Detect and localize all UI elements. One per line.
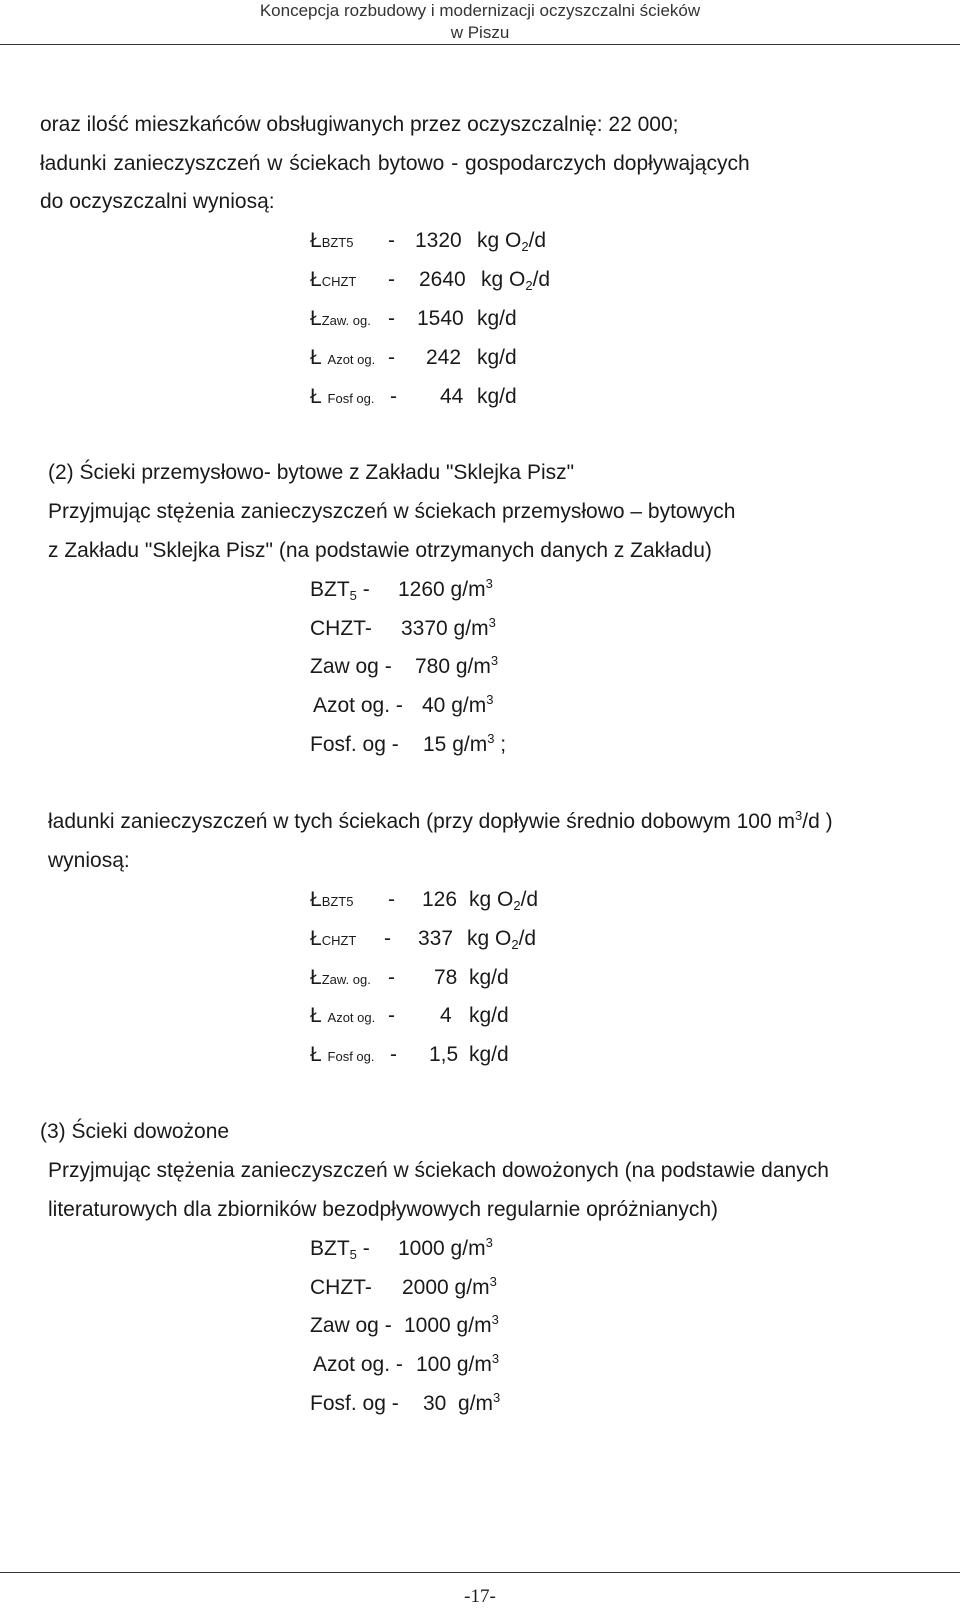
load-unit: kg/d xyxy=(477,307,517,330)
section-3-title: (3) Ścieki dowożone xyxy=(40,1120,230,1143)
load-value: 337 xyxy=(418,927,454,950)
load-dash: - xyxy=(388,346,395,369)
conc-value: 1260 $g/m^3$ xyxy=(398,576,493,601)
load-dash: - xyxy=(390,385,397,408)
conc-label: Fosf. og - xyxy=(310,733,399,756)
load-symbol: ŁCHZT xyxy=(310,268,357,291)
load-dash: - xyxy=(388,307,395,330)
conc-label: Zaw og - xyxy=(310,655,392,678)
load-value: 2640 xyxy=(419,268,466,291)
conc-label: Zaw og - xyxy=(310,1314,392,1337)
section-2-paragraph-2: z Zakładu "Sklejka Pisz" (na podstawie otrzymanych danych z Zakładu) xyxy=(48,539,712,562)
intro-line-2: ładunki zanieczyszczeń w ściekach bytowo - gospodarczych dopływających xyxy=(40,152,750,175)
load-symbol: Ł Fosf og. xyxy=(310,385,375,408)
conc-label: Fosf. og - xyxy=(310,1392,399,1415)
load-unit: kg/d xyxy=(469,1043,509,1066)
load-dash: - xyxy=(388,1004,395,1027)
conc-value: 15 $g/m^3$ ; xyxy=(423,731,507,756)
load-symbol: Ł Azot og. xyxy=(310,1004,376,1027)
intro-line-3: do oczyszczalni wyniosą: xyxy=(40,190,275,213)
conc-label: Azot og. - xyxy=(313,1353,403,1376)
conc-value: 1000 $g/m^3$ xyxy=(398,1235,493,1260)
load-value: 44 xyxy=(440,385,464,408)
load-value: 242 xyxy=(426,346,462,369)
conc-label: $BZT_5$ - xyxy=(310,1237,370,1262)
load-value: 126 xyxy=(422,888,458,911)
loads-2-intro-line-2: wyniosą: xyxy=(48,849,130,872)
load-symbol: Ł Azot og. xyxy=(310,346,376,369)
conc-value: 30 $g/m^3$ xyxy=(423,1390,501,1415)
section-3-paragraph-1: Przyjmując stężenia zanieczyszczeń w ściekach dowożonych (na podstawie danych xyxy=(48,1159,829,1182)
load-value: 1320 xyxy=(415,229,462,252)
load-unit: kg $O_2/d$ xyxy=(467,927,537,952)
load-unit: kg/d xyxy=(469,1004,509,1027)
load-unit: kg/d xyxy=(477,346,517,369)
header-divider xyxy=(0,44,960,45)
header-title: Koncepcja rozbudowy i modernizacji oczyszczalni ścieków xyxy=(259,1,701,20)
load-dash: - xyxy=(384,927,391,950)
load-symbol: ŁBZT5 xyxy=(310,888,354,911)
conc-value: 1000 $g/m^3$ xyxy=(404,1312,499,1337)
section-2-title: (2) Ścieki przemysłowo- bytowe z Zakładu "Sklejka Pisz" xyxy=(48,461,575,484)
load-symbol: ŁZaw. og. xyxy=(310,966,371,989)
page-number: -17- xyxy=(464,1586,496,1607)
load-unit: kg $O_2/d$ xyxy=(481,268,551,293)
load-symbol: ŁCHZT xyxy=(310,927,357,950)
load-unit: kg/d xyxy=(477,385,517,408)
load-dash: - xyxy=(390,1043,397,1066)
section-3-paragraph-2: literaturowych dla zbiorników bezodpływowych regularnie opróżnianych) xyxy=(48,1198,719,1221)
load-value: 1540 xyxy=(417,307,464,330)
load-unit: kg $O_2/d$ xyxy=(477,229,547,254)
conc-label: Azot og. - xyxy=(313,694,403,717)
section-2-paragraph-1: Przyjmując stężenia zanieczyszczeń w ściekach przemysłowo – bytowych xyxy=(48,500,736,523)
conc-value: 100 $g/m^3$ xyxy=(416,1351,500,1376)
load-unit: kg/d xyxy=(469,966,509,989)
conc-label: $BZT_5$ - xyxy=(310,578,370,603)
load-dash: - xyxy=(388,966,395,989)
page-header xyxy=(0,0,960,44)
load-unit: kg $O_2/d$ xyxy=(469,888,539,913)
load-value: 1,5 xyxy=(429,1043,459,1066)
load-dash: - xyxy=(388,888,395,911)
conc-value: 40 $g/m^3$ xyxy=(422,692,494,717)
load-value: 4 xyxy=(440,1004,452,1027)
header-subtitle: w Piszu xyxy=(450,23,510,42)
loads-2-intro-line-1: ładunki zanieczyszczeń w tych ściekach (przy dopływie średnio dobowym 100 $m^3/d$ ) xyxy=(48,808,833,833)
conc-value: 3370 $g/m^3$ xyxy=(401,615,496,640)
load-symbol: Ł Fosf og. xyxy=(310,1043,375,1066)
load-symbol: ŁBZT5 xyxy=(310,229,354,252)
load-symbol: ŁZaw. og. xyxy=(310,307,371,330)
load-dash: - xyxy=(388,268,395,291)
load-dash: - xyxy=(388,229,395,252)
conc-value: 2000 $g/m^3$ xyxy=(402,1274,497,1299)
intro-line-1: oraz ilość mieszkańców obsługiwanych przez oczyszczalnię: 22 000; xyxy=(40,113,679,136)
conc-label: CHZT- xyxy=(310,617,372,640)
load-value: 78 xyxy=(434,966,458,989)
conc-value: 780 $g/m^3$ xyxy=(415,653,499,678)
conc-label: CHZT- xyxy=(310,1276,372,1299)
footer-divider xyxy=(0,1572,960,1573)
